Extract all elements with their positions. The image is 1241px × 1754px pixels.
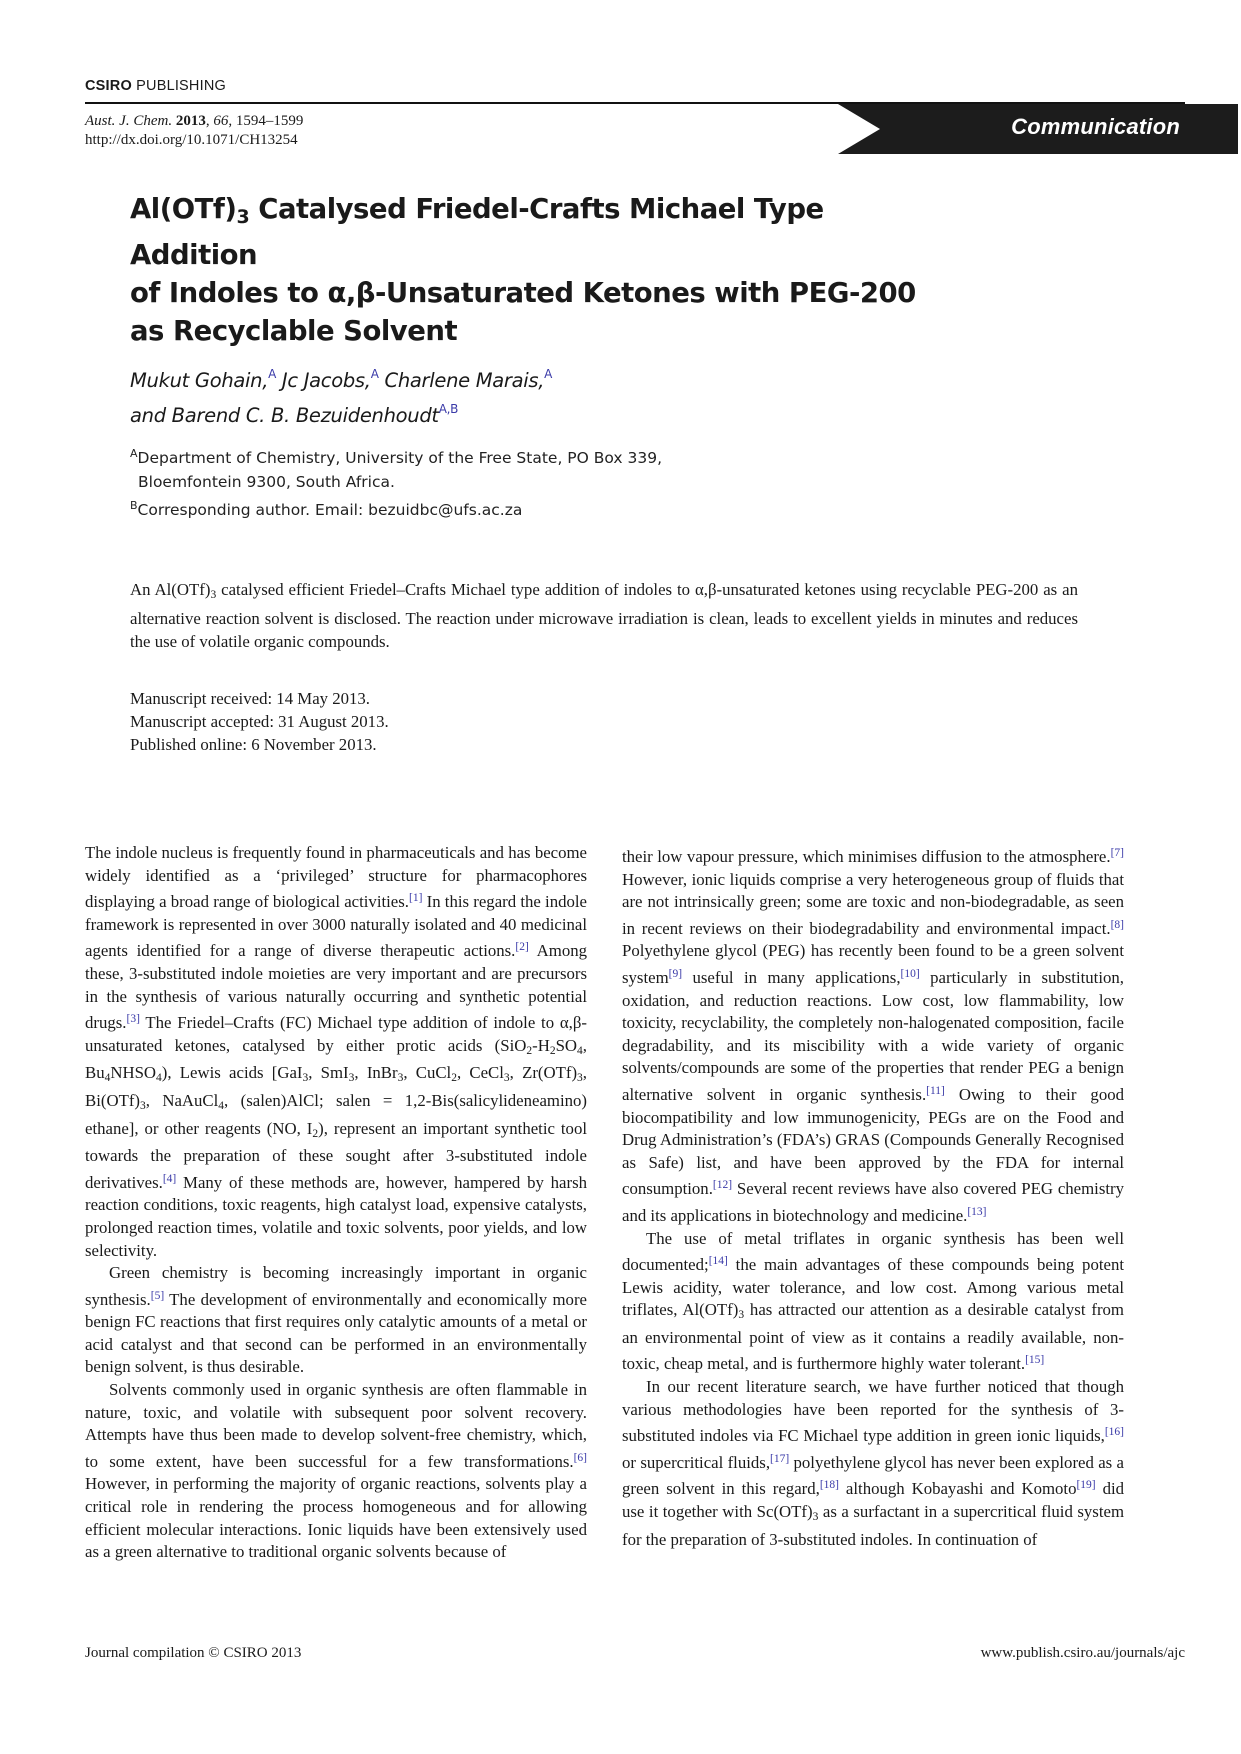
manuscript-dates: Manuscript received: 14 May 2013. Manuscript accepted: 31 August 2013. Published online: 6 November 2013.: [130, 689, 389, 754]
citation-line: Aust. J. Chem. 2013, 66, 1594–1599: [85, 113, 304, 129]
paragraph: Green chemistry is becoming increasingly important in organic synthesis.[5] The development of environmentally and economically more benign FC reactions that first requires only catalytic amounts of a metal or acid catalyst and that second can be performed in an environmentally benign solvent, is thus desirable.: [85, 1263, 587, 1377]
article-title: $Al(OTf)_3$ Catalysed Friedel-Crafts Michael Type Addition of Indoles to α,β-Unsaturated Ketones with PEG-200 as Recyclable Solvent: [130, 193, 916, 347]
paragraph: In our recent literature search, we have further noticed that though various methodologies have been reported for the synthesis of 3-substituted indoles via FC Michael type addition in green ionic liquids,[16] or supercritical fluids,[17] polyethylene glycol has never been explored as a green solvent in this regard,[18] although Kobayashi and Komoto[19] did use it together with $Sc(OTf)_3$ as a surfactant in a supercritical fluid system for the preparation of 3-substituted indoles. In continuation of: [622, 1377, 1125, 1549]
body-column-left: [85, 842, 587, 1564]
paragraph: their low vapour pressure, which minimises diffusion to the atmosphere.[7] However, ionic liquids comprise a very heterogeneous group of fluids that are not intrinsically green; some are toxic and non-biodegradable, as seen in recent reviews on their biodegradability and environmental impact.[8] Polyethylene glycol (PEG) has recently been found to be a green solvent system[9] useful in many applications,[10] particularly in substitution, oxidation, and reduction reactions. Low cost, low flammability, low toxicity, recyclability, the completely non-halogenated composition, facile degradability, and its miscibility with a wide variety of organic solvents/compounds are some of the properties that render PEG a benign alternative solvent in organic synthesis.[11] Owing to their good biocompatibility and low immunogenicity, PEGs are on the Food and Drug Administration’s (FDA’s) GRAS (Compounds Generally Recognised as Safe) list, and have been approved by the FDA for internal consumption.[12] Several recent reviews have also covered PEG chemistry and its applications in biotechnology and medicine.[13]: [622, 847, 1124, 1225]
article-type-label: Communication: [1011, 114, 1180, 139]
publisher-label: CSIRO PUBLISHING: [85, 78, 226, 94]
paragraph: Solvents commonly used in organic synthesis are often flammable in nature, toxic, and volatile with subsequent poor solvent recovery. Attempts have thus been made to develop solvent-free chemistry, which, to some extent, have been successful for a few transformations.[6] However, in performing the majority of organic reactions, solvents play a critical role in rendering the process homogeneous and for allowing efficient molecular interactions. Ionic liquids have been extensively used as a green alternative to traditional organic solvents because of: [85, 1380, 587, 1562]
citation-block: [85, 112, 303, 150]
affiliations: $^A$Department of Chemistry, University of the Free State, PO Box 339, Bloemfontein 9300, South Africa. $^B$Corresponding author. Email: bezuidbc@ufs.ac.za: [130, 447, 663, 519]
footer-copyright: Journal compilation © CSIRO 2013: [85, 1645, 302, 1661]
body-column-right: [622, 842, 1124, 1551]
author-list: Mukut Gohain,$^A$ Jc Jacobs,$^A$ Charlene Marais,$^A$ and Barend C. B. Bezuidenhoudt$^{A,B}$: [130, 367, 553, 427]
doi-link[interactable]: http://dx.doi.org/10.1071/CH13254: [85, 132, 298, 148]
paragraph: The use of metal triflates in organic synthesis has been well documented;[14] the main advantages of these compounds being potent Lewis acidity, water tolerance, and low cost. Among various metal triflates, $Al(OTf)_3$ has attracted our attention as a desirable catalyst from an environmental point of view as it contains a readily available, non-toxic, cheap metal, and is furthermore highly water tolerant.[15]: [622, 1228, 1124, 1374]
footer-journal-url[interactable]: www.publish.csiro.au/journals/ajc: [980, 1645, 1185, 1661]
abstract: An $Al(OTf)_3$ catalysed efficient Friedel–Crafts Michael type addition of indoles to α,β-unsaturated ketones using recyclable PEG-200 as an alternative reaction solvent is disclosed. The reaction under microwave irradiation is clean, leads to excellent yields in minutes and reduces the use of volatile organic compounds.: [130, 580, 1078, 651]
paragraph: The indole nucleus is frequently found in pharmaceuticals and has become widely identified as a ‘privileged’ structure for pharmacophores displaying a broad range of biological activities.[1] In this regard the indole framework is represented in over 3000 naturally isolated and 40 medicinal agents identified for a range of diverse therapeutic actions.[2] Among these, 3-substituted indole moieties are very important and are precursors in the synthesis of various naturally occurring and synthetic potential drugs.[3] The Friedel–Crafts (FC) Michael type addition of indole to α,β-unsaturated ketones, catalysed by either protic acids ($SiO_2-H_2SO_4$, $Bu_4NHSO_4$), Lewis acids [GaI$_3$, SmI$_3$, InBr$_3$, CuCl$_2$, CeCl$_3$, $Zr(OTf)_3$, $Bi(OTf)_3$, NaAuCl$_4$, (salen)AlCl; salen = 1,2-Bis(salicylideneamino) ethane], or other reagents (NO, $I_2$), represent an important synthetic tool towards the preparation of these sought after 3-substituted indole derivatives.[4] Many of these methods are, however, hampered by harsh reaction conditions, toxic reagents, high catalyst load, expensive catalysts, prolonged reaction times, volatile and toxic solvents, poor yields, and low selectivity.: [85, 843, 587, 1260]
